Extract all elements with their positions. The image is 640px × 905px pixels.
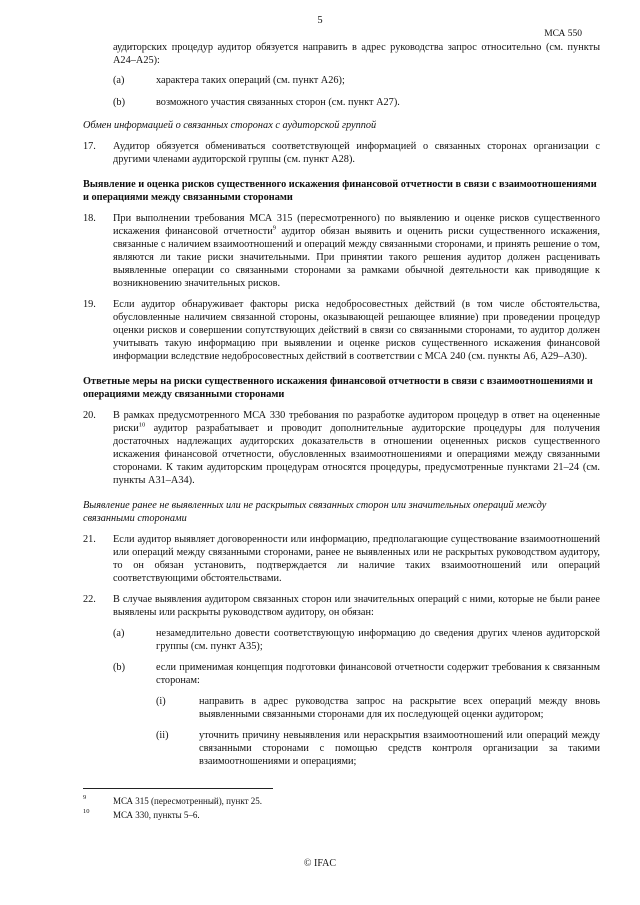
item-text: характера таких операций (см. пункт А26);: [156, 75, 345, 86]
footnote-divider: [83, 788, 273, 789]
item-label: (a): [113, 75, 125, 86]
item-label: (a): [113, 628, 125, 639]
paragraph-text: Если аудитор выявляет договоренности или информацию, предполагающие существование взаимоотношений или операций между связанными сторонами, ранее не выявленных или не раскрытых руководством аудитору, то он обязан установить, подтверждается ли наличие таких взаимоотношений или операций соответствующими обстоятельствами.: [113, 534, 600, 584]
paragraph-text: Если аудитор обнаруживает факторы риска недобросовестных действий (в том числе обстоятельства, обусловленные наличием связанной стороны, оказывающей решающее влияние) при проведении процедур оценки рисков и совершении сопутствующих действий в связи со связанными сторонами, то аудитор должен учитывать такую информацию при выявлении и оценке рисков существенного искажения финансовой информации вследствие недобросовестных действий в соответствии с МСА 240 (см. пункты А6, А29–А30).: [113, 299, 600, 362]
item-label: (i): [156, 696, 166, 707]
paragraph-22-item-b: [113, 661, 600, 687]
footnote-mark: 9: [83, 794, 87, 801]
document-code: МСА 550: [544, 29, 582, 39]
paragraph-number: 20.: [83, 410, 96, 421]
footnote-ref-9: 9: [272, 224, 276, 232]
section-heading-risk-identification: Выявление и оценка рисков существенного искажения финансовой отчетности в связи с взаимоотношениями и операциями между связанными сторонами: [83, 179, 597, 203]
paragraph-text: В случае выявления аудитором связанных сторон или значительных операций с ними, которые не были ранее выявлены или раскрыты руководством аудитору, он обязан:: [113, 594, 600, 618]
intro-item-a: [113, 74, 600, 87]
footnote-text: МСА 315 (пересмотренный), пункт 25.: [113, 796, 263, 806]
copyright: © IFAC: [303, 858, 337, 869]
intro-item-b: [113, 96, 600, 109]
item-label: (b): [113, 662, 126, 673]
footnote-ref-10: 10: [138, 421, 146, 429]
footnotes: [83, 794, 262, 822]
item-label: (b): [113, 97, 126, 108]
paragraph-number: 17.: [83, 141, 96, 152]
paragraph-22: [83, 593, 600, 619]
paragraph-22-subitem-i: [156, 695, 600, 721]
footnote-mark: 10: [83, 808, 90, 815]
item-text: если применимая концепция подготовки финансовой отчетности содержит требования к связанным сторонам:: [156, 662, 600, 686]
item-text: возможного участия связанных сторон (см. пункт А27).: [156, 97, 400, 108]
paragraph-21: [83, 533, 600, 585]
paragraph-number: 19.: [83, 299, 96, 310]
section-heading-team-communication: Обмен информацией о связанных сторонах с аудиторской группой: [83, 120, 377, 131]
paragraph-text: В рамках предусмотренного МСА 330 требования по разработке аудитором процедур в ответ на оцененные риски$^{10}$ аудитор разрабатывает и проводит дополнительные аудиторские процедуры для получения достаточных надлежащих аудиторских доказательств в отношении оцененных рисков существенного искажения финансовой отчетности, обусловленных взаимоотношениями и операциями между связанными сторонами. К таким аудиторским процедурам относятся процедуры, предусмотренные пунктами 21–24 (см. пункты А31–А34).: [113, 410, 600, 486]
paragraph-22-item-a: [113, 627, 600, 653]
footnote-text: МСА 330, пункты 5–6.: [113, 810, 200, 820]
paragraph-number: 18.: [83, 213, 96, 224]
paragraph-number: 21.: [83, 534, 96, 545]
document-body: [83, 41, 600, 768]
footnote-10: [83, 808, 262, 822]
footnote-9: [83, 794, 262, 808]
paragraph-19: [83, 298, 600, 363]
item-text: незамедлительно довести соответствующую информацию до сведения других членов аудиторской группы (см. пункт А35);: [156, 628, 600, 652]
paragraph-text: Аудитор обязуется обмениваться соответствующей информацией о связанных сторонах организации с другими членами аудиторской группы (см. пункт А28).: [113, 141, 600, 165]
paragraph-22-subitem-ii: [156, 729, 600, 768]
section-heading-risk-response: Ответные меры на риски существенного искажения финансовой отчетности в связи с взаимоотношениями и операциями между связанными сторонами: [83, 376, 593, 400]
section-heading-undisclosed-parties: Выявление ранее не выявленных или не раскрытых связанных сторон или значительных операций между связанными сторонами: [83, 500, 547, 524]
item-text: уточнить причину невыявления или нераскрытия взаимоотношений или операций между связанными сторонами с помощью средств контроля организации за такими взаимоотношениями и операциями;: [199, 730, 600, 767]
paragraph-20: [83, 409, 600, 487]
paragraph-text: При выполнении требования МСА 315 (пересмотренного) по выявлению и оценке рисков существенного искажения финансовой отчетности$^9$ аудитор обязан выявить и оценить риски существенного искажения, связанные с наличием взаимоотношений и операций между связанными сторонами, и принять решение о том, являются ли такие риски значительными. При принятии такого решения аудитор должен расценивать выявленные операции со связанными сторонами за рамками обычной деятельности как приводящие к возникновению значительных рисков.: [113, 213, 600, 289]
intro-text: аудиторских процедур аудитор обязуется направить в адрес руководства запрос относительно (см. пункты А24–А25):: [113, 42, 600, 66]
paragraph-17: [83, 140, 600, 166]
page-number: 5: [317, 15, 323, 26]
item-text: направить в адрес руководства запрос на раскрытие всех операций между вновь выявленными связанными сторонами для их последующей оценки аудитором;: [199, 696, 600, 720]
paragraph-number: 22.: [83, 594, 96, 605]
item-label: (ii): [156, 730, 169, 741]
paragraph-18: [83, 212, 600, 290]
